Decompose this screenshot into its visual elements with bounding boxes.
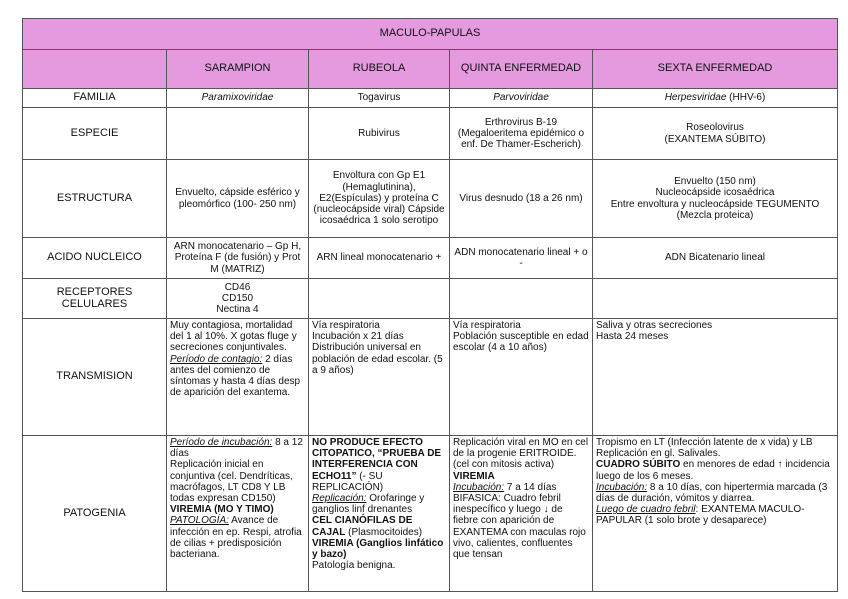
cell-familia-quinta: Parvoviridae [450, 89, 593, 108]
cell-patogenia-quinta [450, 436, 593, 592]
estructura-sexta-line-1: Envuelto (150 nm) [674, 176, 756, 188]
row-label-transmision: TRANSMISION [23, 319, 167, 436]
estructura-sexta-line-2: Nucleocápside icosaédrica [655, 187, 775, 199]
patogenia-sexta-tropismo: Tropismo en LT (Infección latente de x vida) y LB [596, 437, 813, 448]
row-especie [23, 108, 838, 160]
cell-especie-sexta [593, 108, 838, 160]
cell-receptores-sexta [593, 279, 838, 319]
patogenia-sexta-febril-label: Luego de cuadro febril [596, 504, 696, 516]
familia-sexta-italic: Herpesviridae [664, 92, 727, 104]
patogenia-rubeola-viremia: VIREMIA (Ganglios linfático y bazo) [312, 537, 444, 561]
patogenia-sarampion-viremia: VIREMIA (MO Y TIMO) [170, 504, 274, 516]
cell-estructura-sarampion: Envuelto, cápside esférico y pleomórfico (100- 250 nm) [167, 160, 309, 238]
cell-acido-rubeola: ARN lineal monocatenario + [309, 238, 450, 279]
patogenia-rubeola-replicacion-text: Orofaringe y ganglios linf drenantes [312, 493, 425, 516]
patogenia-quinta-bifasica: BIFASICA: Cuadro febril inespecífico y luego ↓ de fiebre con aparición de EXANTEMA con maculas rojo vivo, calientes, confluentes que tensan [453, 493, 586, 561]
cell-acido-sarampion: ARN monocatenario – Gp H, Proteína F (de fusión) y Prot M (MATRIZ) [167, 238, 309, 279]
header-sexta: SEXTA ENFERMEDAD [593, 50, 838, 89]
cell-estructura-rubeola: Envoltura con Gp E1 (Hemaglutinina), E2(Espículas) y proteína C (nucleocápside viral) Cápside icosaédrica 1 solo serotipo [309, 160, 450, 238]
cell-patogenia-sarampion [167, 436, 309, 592]
familia-sexta-rest: (HHV-6) [726, 92, 766, 104]
transmision-sarampion-contagio-label: Período de contagio: [170, 353, 263, 365]
patogenia-quinta-incubacion-label: Incubación: [453, 481, 505, 493]
patogenia-quinta-replicacion: Replicación viral en MO en cel de la progenie ERITROIDE. (cel con mitosis activa) [453, 437, 589, 471]
transmision-sarampion-contagio-text: 2 días antes del comienzo de síntomas y hasta 4 días desp de aparición del exantema. [170, 353, 301, 399]
cell-transmision-sarampion [167, 319, 309, 436]
patogenia-rubeola-benigna: Patología benigna. [312, 560, 396, 572]
row-label-acido: ACIDO NUCLEICO [23, 238, 167, 279]
row-transmision [23, 319, 838, 436]
patogenia-rubeola-cajal-note: (Plasmocitoides) [345, 526, 423, 538]
patogenia-sarampion-replicacion: Replicación inicial en conjuntiva (cel. Dendríticas, macrófagos, LT CD8 Y LB todas expresan CD150) [170, 459, 293, 505]
transmision-sarampion-text: Muy contagiosa, mortalidad del 1 al 10%. X gotas flugе y secreciones conjuntivales. [170, 320, 297, 354]
estructura-sexta-line-3: Entre envoltura y nucleocápside TEGUMENTO [610, 198, 820, 210]
cell-familia-rubeola: Togavirus [309, 89, 450, 108]
patogenia-sarampion-incubacion-label: Período de incubación: [170, 437, 273, 448]
maculo-papulas-table [22, 18, 838, 592]
transmision-quinta-line-1: Vía respiratoria [453, 320, 521, 331]
transmision-rubeola-line-2: Incubación x 21 días [312, 331, 404, 343]
transmision-quinta-line-2: Población susceptible en edad escolar (4 a 10 años) [453, 331, 589, 354]
patogenia-sarampion-patologia-label: PATOLOGÍA: [170, 515, 229, 527]
cell-transmision-rubeola [309, 319, 450, 436]
patogenia-rubeola-efecto: NO PRODUCE EFECTO CITOPATICO, “PRUEBA DE INTERFERENCIA CON ECHO11” [312, 437, 442, 482]
patogenia-sexta-incubacion-label: Incubación: [596, 481, 648, 493]
row-label-especie: ESPECIE [23, 108, 167, 160]
patogenia-sexta-cuadro-subito: CUADRO SÚBITO [596, 459, 681, 471]
cell-familia-sarampion: Paramixoviridae [167, 89, 309, 108]
header-quinta: QUINTA ENFERMEDAD [450, 50, 593, 89]
cell-estructura-sexta [593, 160, 838, 238]
cell-patogenia-rubeola [309, 436, 450, 592]
especie-sexta-line-1: Roseolovirus [686, 122, 744, 134]
patogenia-rubeola-efecto-note: (- SU REPLICACIÓN) [312, 470, 384, 493]
transmision-sexta-line-1: Saliva y otras secreciones [596, 320, 713, 331]
patogenia-sexta-cuadro-text: en menores de edad ↑ incidencia luego de los 6 meses. [596, 459, 830, 482]
cell-acido-sexta: ADN Bicatenario lineal [593, 238, 838, 279]
patogenia-sarampion-incubacion-text: 8 a 12 días [170, 437, 303, 460]
patogenia-quinta-viremia: VIREMIA [453, 470, 495, 482]
receptores-sarampion-line-2: CD150 [221, 292, 254, 304]
row-label-patogenia: PATOGENIA [23, 436, 167, 592]
header-rubeola: RUBEOLA [309, 50, 450, 89]
cell-acido-quinta: ADN monocatenario lineal + o - [450, 238, 593, 279]
row-estructura [23, 160, 838, 238]
patogenia-sexta-incubacion-text: 8 a 10 días, con hipertermia marcada (3 días de duración, vómitos y diarrea. [596, 481, 828, 505]
patogenia-sexta-replicacion: Replicación en gl. Salivales. [596, 448, 721, 460]
transmision-rubeola-line-3: Distribución universal en población de edad escolar. (5 a 9 años) [312, 342, 443, 376]
cell-especie-sarampion [167, 108, 309, 160]
row-acido [23, 238, 838, 279]
patogenia-sarampion-patologia-text: Avance de infección en ep. Respi, atrofia de cilias + predisposición bacteriana. [170, 515, 302, 561]
row-familia [23, 89, 838, 108]
cell-transmision-quinta [450, 319, 593, 436]
patogenia-rubeola-cajal: CEL CIANÓFILAS DE CAJAL [312, 515, 413, 538]
cell-receptores-sarampion [167, 279, 309, 319]
patogenia-rubeola-replicacion-label: Replicación: [312, 493, 367, 505]
table-title: MACULO-PAPULAS [23, 19, 838, 50]
row-label-familia: FAMILIA [23, 89, 167, 108]
cell-estructura-quinta: Virus desnudo (18 a 26 nm) [450, 160, 593, 238]
patogenia-quinta-incubacion-text: 7 a 14 días [504, 481, 557, 493]
cell-especie-quinta: Erthrovirus B-19 (Megaloeritema epidémico o enf. De Thamer-Escherich) [450, 108, 593, 160]
row-label-receptores: RECEPTORES CELULARES [23, 279, 167, 319]
row-label-estructura: ESTRUCTURA [23, 160, 167, 238]
cell-transmision-sexta [593, 319, 838, 436]
cell-familia-sexta [593, 89, 838, 108]
transmision-sexta-line-2: Hasta 24 meses [596, 331, 669, 343]
cell-receptores-quinta [450, 279, 593, 319]
especie-sexta-line-2: (EXANTEMA SÚBITO) [664, 133, 766, 145]
receptores-sarampion-line-1: CD46 [224, 281, 251, 293]
cell-especie-rubeola: Rubivirus [309, 108, 450, 160]
cell-receptores-rubeola [309, 279, 450, 319]
transmision-rubeola-line-1: Vía respiratoria [312, 320, 380, 331]
header-sarampion: SARAMPION [167, 50, 309, 89]
patogenia-sexta-febril-text: : EXANTEMA MACULO-PAPULAR (1 solo brote y desaparece) [596, 504, 805, 527]
header-corner [23, 50, 167, 89]
row-receptores [23, 279, 838, 319]
estructura-sexta-line-4: (Mezcla proteica) [676, 209, 754, 221]
cell-patogenia-sexta [593, 436, 838, 592]
row-patogenia [23, 436, 838, 592]
receptores-sarampion-line-3: Nectina 4 [216, 304, 259, 316]
